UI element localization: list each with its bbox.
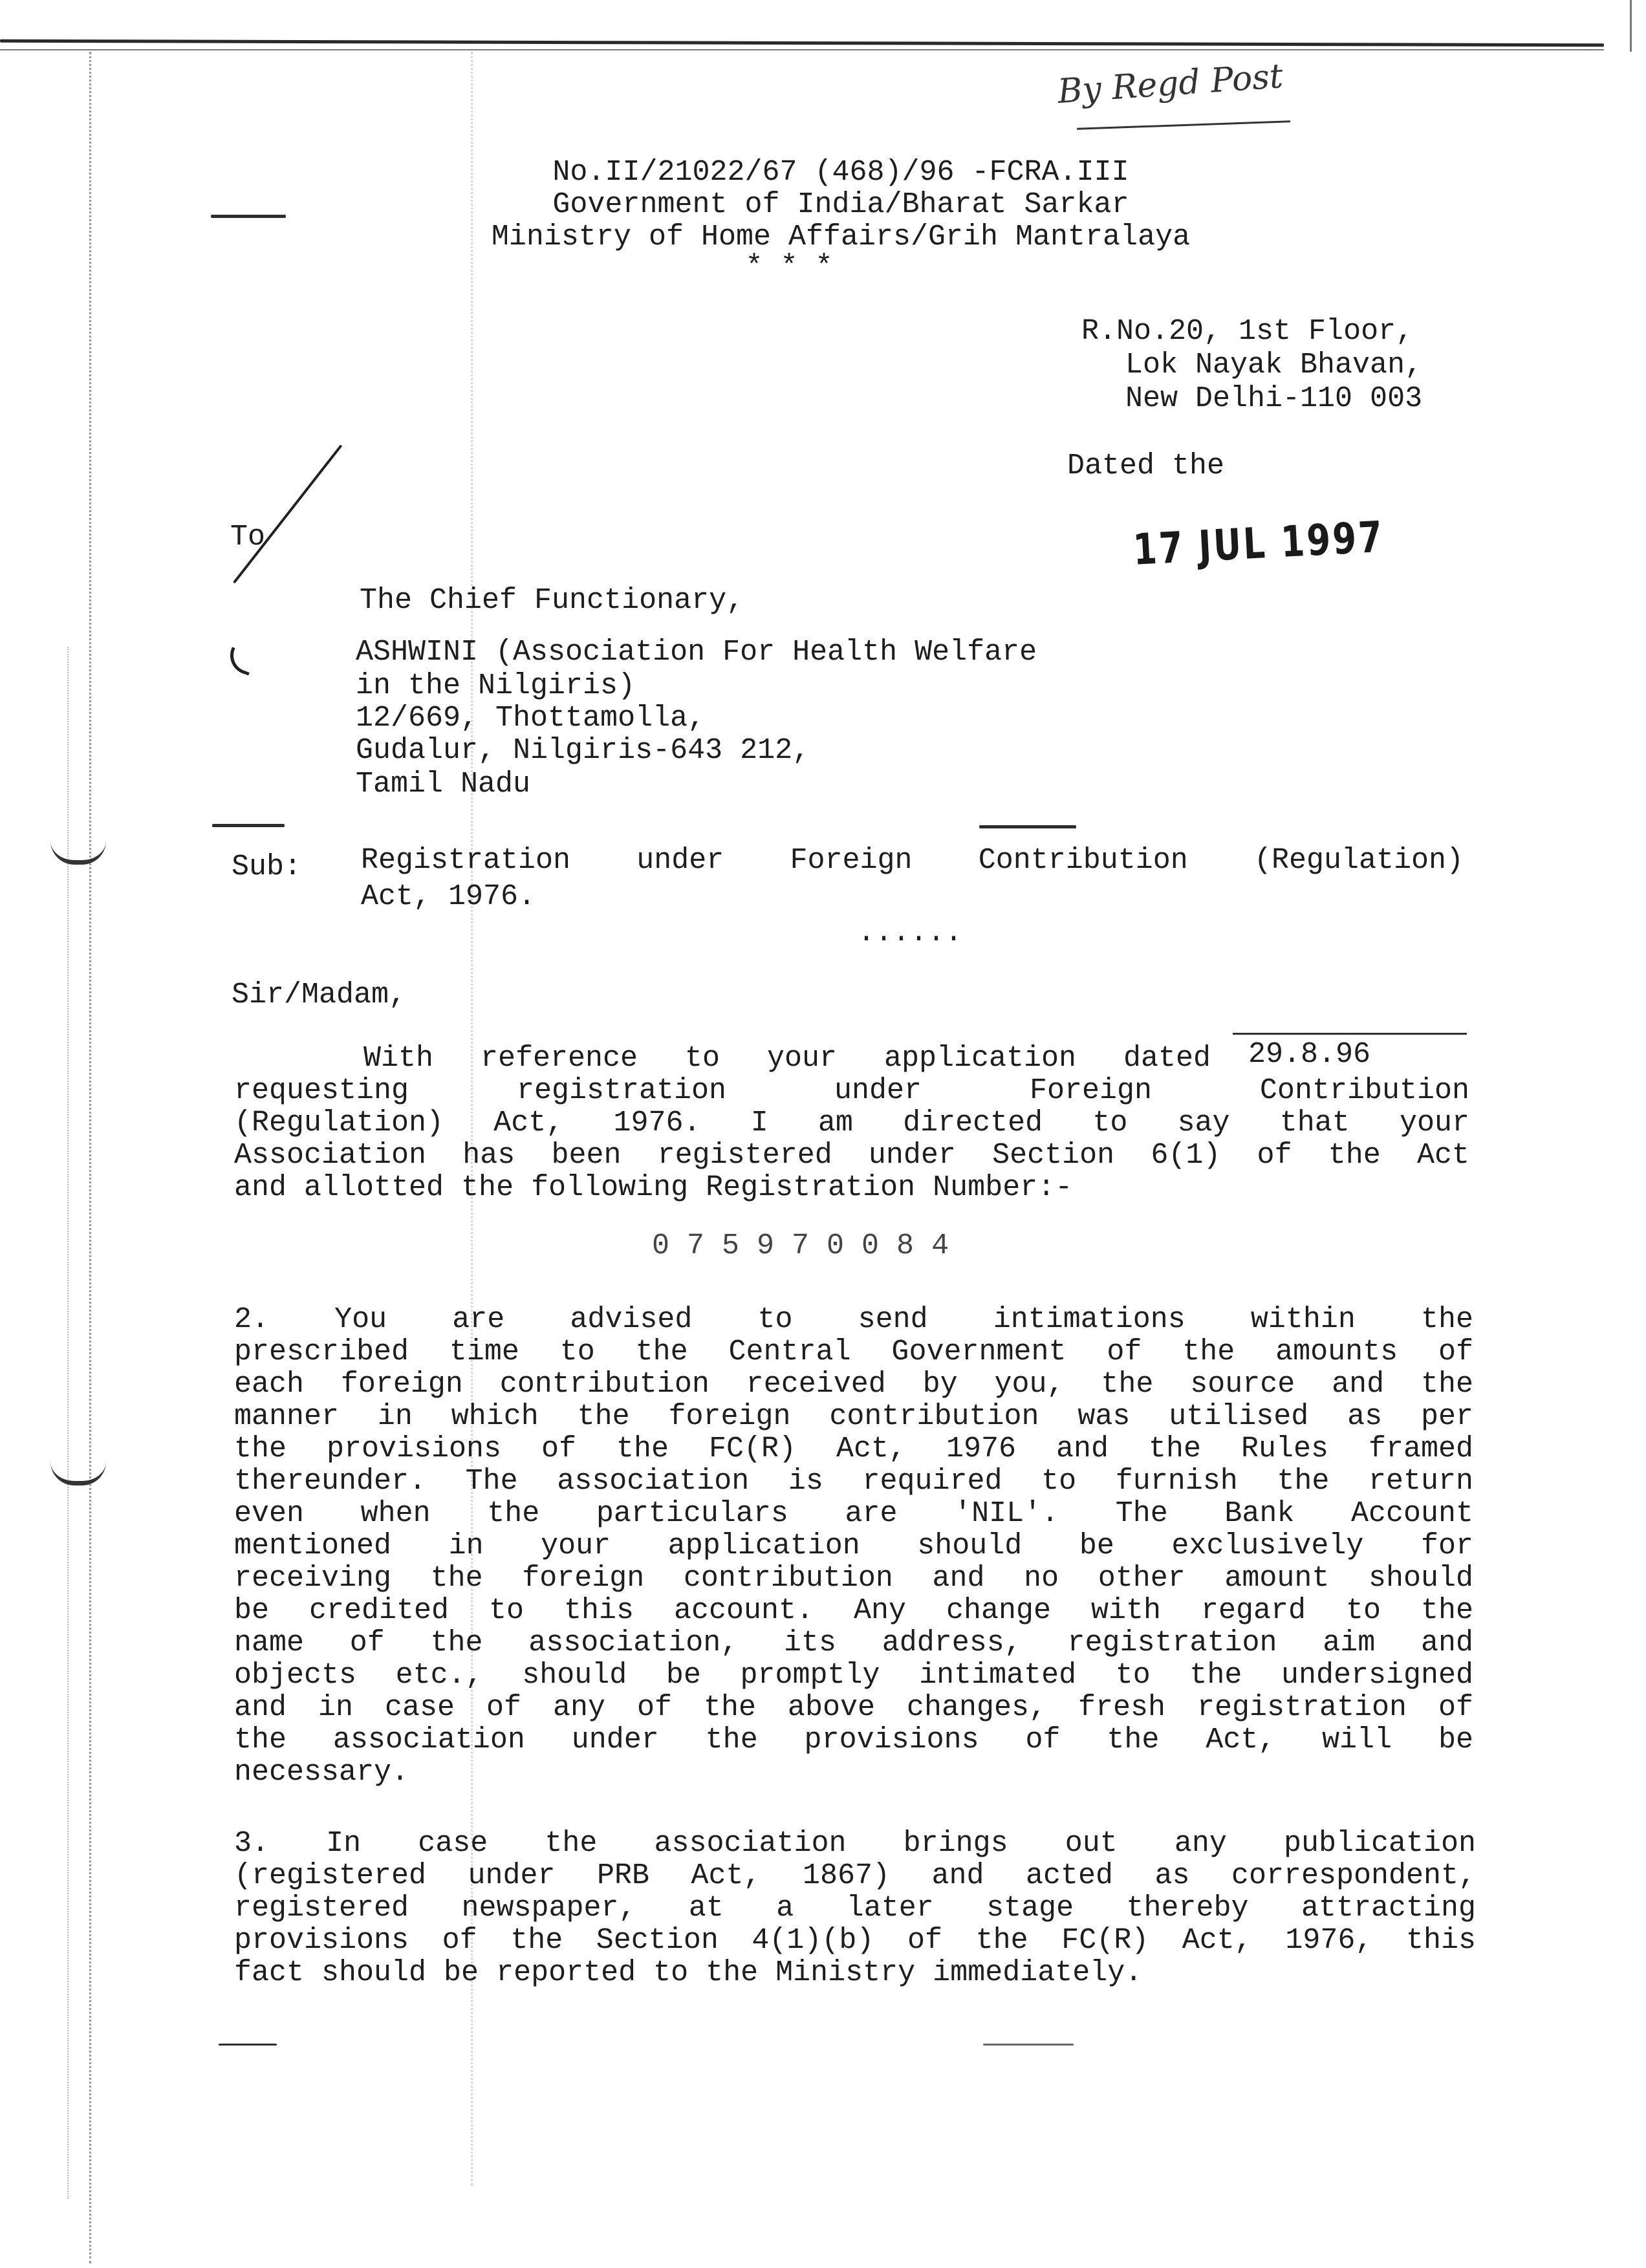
para2-line13: and in case of any of the above changes, fresh registration of [234,1691,1473,1724]
subject-line1: Registration under Foreign Contribution (Regulation) [361,844,1464,877]
recipient-address1: 12/669, Thottamolla, [356,702,706,735]
margin-mark [219,2044,277,2046]
file-number: No.II/21022/67 (468)/96 -FCRA.III [552,156,1129,189]
margin-mark [211,215,286,218]
government-line: Government of India/Bharat Sarkar [552,188,1129,221]
registration-number: 0 7 5 9 7 0 0 8 4 [652,1229,949,1262]
para2-line8: mentioned in your application should be exclusively for [234,1529,1473,1562]
para2-line9: receiving the foreign contribution and no other amount should [234,1562,1473,1595]
application-date-underline [1233,1030,1467,1035]
subject-label: Sub: [232,850,302,883]
salutation: Sir/Madam, [232,978,407,1011]
para3-line1: 3. In case the association brings out any publication [234,1827,1476,1860]
para2-line2: prescribed time to the Central Government of the amounts of [234,1335,1473,1368]
para2-line1: 2. You are advised to send intimations within the [234,1303,1473,1336]
to-label: To [230,521,266,554]
application-date: 29.8.96 [1248,1038,1371,1071]
perforation-line [89,52,91,2263]
recipient-address2: Gudalur, Nilgiris-643 212, [356,734,810,767]
scan-right-edge [1630,0,1632,52]
office-address-line1: R.No.20, 1st Floor, [1081,315,1414,348]
recipient-address3: Tamil Nadu [356,768,531,801]
handwritten-note: By Regd Post [1056,56,1284,112]
para2-line10: be credited to this account. Any change with regard to the [234,1594,1473,1627]
para3-line5: fact should be reported to the Ministry immediately. [234,1956,1143,1989]
para1-prefix: With reference to your application dated [363,1042,1211,1075]
para1-line5: and allotted the following Registration Number:- [234,1171,1073,1204]
tick-mark-hook [225,647,256,675]
subject-separator: ...... [858,916,963,949]
punch-hole-upper [50,841,106,865]
punch-hole-lower [50,1462,106,1485]
para1-line4: Association has been registered under Section 6(1) of the Act [234,1139,1469,1172]
para3-line3: registered newspaper, at a later stage thereby attracting [234,1892,1476,1925]
para2-line15: necessary. [234,1756,409,1789]
perforation-line-outer [67,647,69,2199]
para2-line5: the provisions of the FC(R) Act, 1976 and the Rules framed [234,1432,1473,1465]
para1-line3: (Regulation) Act, 1976. I am directed to say that your [234,1107,1469,1139]
recipient-name-line1: ASHWINI (Association For Health Welfare [356,636,1037,669]
para2-line11: name of the association, its address, registration aim and [234,1626,1473,1659]
ministry-line: Ministry of Home Affairs/Grih Mantralaya [491,221,1191,254]
scan-top-border [0,39,1604,47]
tick-mark [233,444,342,583]
recipient-name-line2: in the Nilgiris) [356,669,636,702]
para3-line2: (registered under PRB Act, 1867) and acted as correspondent, [234,1859,1476,1892]
para2-line7: even when the particulars are 'NIL'. The Bank Account [234,1497,1473,1530]
dated-label: Dated the [1067,449,1225,482]
para2-line3: each foreign contribution received by you, the source and the [234,1368,1473,1401]
para1-line2: requesting registration under Foreign Contribution [234,1074,1469,1107]
handwritten-underline [1077,120,1290,130]
margin-mark [983,2044,1074,2046]
subject-line2: Act, 1976. [361,880,536,913]
office-address-line2: Lok Nayak Bhavan, [1125,349,1423,382]
office-address-line3: New Delhi-110 003 [1125,382,1423,415]
para2-line12: objects etc., should be promptly intimated to the undersigned [234,1659,1473,1692]
date-stamp: 17 JUL 1997 [1132,512,1386,575]
recipient-title: The Chief Functionary, [360,584,744,617]
margin-mark [212,824,285,827]
para2-line14: the association under the provisions of the Act, will be [234,1723,1473,1756]
scan-top-border-shadow [0,49,1604,50]
para2-line4: manner in which the foreign contribution was utilised as per [234,1400,1473,1433]
margin-mark [979,825,1076,828]
header-stars: * * * [745,250,833,283]
para2-line6: thereunder. The association is required to furnish the return [234,1465,1473,1498]
para3-line4: provisions of the Section 4(1)(b) of the FC(R) Act, 1976, this [234,1924,1476,1957]
